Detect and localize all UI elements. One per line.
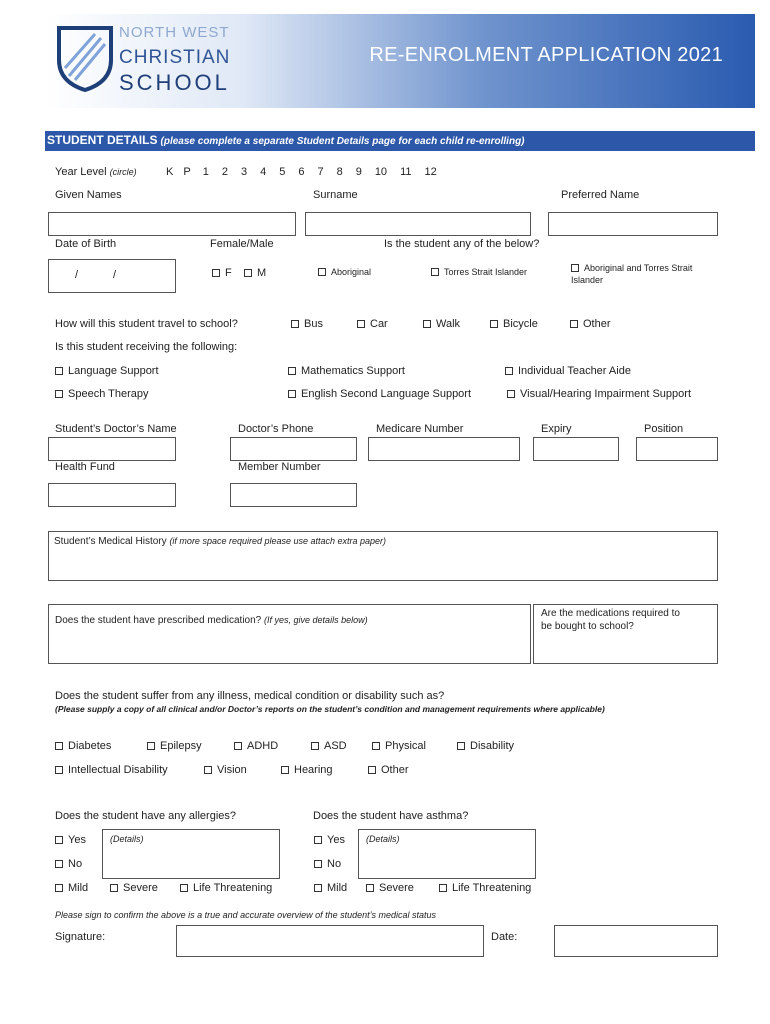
checkbox-icon	[423, 320, 431, 328]
checkbox-icon	[372, 742, 380, 750]
travel-bicycle-checkbox[interactable]: Bicycle	[490, 318, 538, 330]
atsi-question: Is the student any of the below?	[384, 238, 540, 250]
checkbox-icon	[439, 884, 447, 892]
travel-bus-checkbox[interactable]: Bus	[291, 318, 323, 330]
dob-separator: /	[75, 269, 79, 281]
checkbox-icon	[431, 268, 439, 276]
section-title: STUDENT DETAILS	[47, 133, 158, 147]
support-language-checkbox[interactable]: Language Support	[55, 365, 159, 377]
asthma-no-checkbox[interactable]: No	[314, 858, 341, 870]
doctor-phone-input[interactable]	[230, 437, 357, 461]
checkbox-icon	[366, 884, 374, 892]
support-question: Is this student receiving the following:	[55, 341, 238, 353]
medication-bought-label: Are the medications required to be bought to school?	[541, 608, 680, 632]
year-option[interactable]: 12	[424, 166, 437, 178]
year-option[interactable]: K	[166, 166, 174, 178]
year-option[interactable]: 5	[279, 166, 286, 178]
medication-input[interactable]	[48, 604, 531, 664]
surname-label: Surname	[313, 189, 358, 201]
checkbox-icon	[314, 884, 322, 892]
illness-other-checkbox[interactable]: Other	[368, 764, 409, 776]
year-option[interactable]: 10	[374, 166, 388, 178]
medical-history-input[interactable]	[48, 531, 718, 581]
illness-hearing-checkbox[interactable]: Hearing	[281, 764, 333, 776]
checkbox-icon	[55, 766, 63, 774]
illness-physical-checkbox[interactable]: Physical	[372, 740, 426, 752]
allergies-details-input[interactable]	[102, 829, 280, 879]
asthma-mild-checkbox[interactable]: Mild	[314, 882, 347, 894]
given-names-input[interactable]	[48, 212, 296, 236]
support-aide-checkbox[interactable]: Individual Teacher Aide	[505, 365, 631, 377]
logo-line-2: CHRISTIAN	[119, 47, 231, 68]
asthma-yes-checkbox[interactable]: Yes	[314, 834, 345, 846]
checkbox-icon	[490, 320, 498, 328]
checkbox-icon	[291, 320, 299, 328]
illness-asd-checkbox[interactable]: ASD	[311, 740, 347, 752]
medication-label: Does the student have prescribed medication? (If yes, give details below)	[55, 615, 368, 626]
checkbox-icon	[357, 320, 365, 328]
year-level-hint: (circle)	[109, 167, 137, 177]
checkbox-icon	[314, 860, 322, 868]
illness-vision-checkbox[interactable]: Vision	[204, 764, 247, 776]
medicare-input[interactable]	[368, 437, 520, 461]
checkbox-icon	[55, 884, 63, 892]
illness-adhd-checkbox[interactable]: ADHD	[234, 740, 278, 752]
checkbox-icon	[55, 367, 63, 375]
shield-crest-icon	[55, 24, 115, 94]
checkbox-icon	[311, 742, 319, 750]
asthma-details-input[interactable]	[358, 829, 536, 879]
health-fund-label: Health Fund	[55, 461, 115, 473]
logo-line-3: SCHOOL	[119, 70, 230, 95]
checkbox-icon	[212, 269, 220, 277]
asthma-life-checkbox[interactable]: Life Threatening	[439, 882, 531, 894]
expiry-input[interactable]	[533, 437, 619, 461]
year-option[interactable]: 11	[400, 166, 412, 178]
given-names-label: Given Names	[55, 189, 122, 201]
doctor-name-label: Student’s Doctor’s Name	[55, 423, 177, 435]
section-bar	[45, 131, 755, 151]
checkbox-icon	[204, 766, 212, 774]
year-option[interactable]: 9	[355, 166, 362, 178]
member-number-input[interactable]	[230, 483, 357, 507]
position-label: Position	[644, 423, 684, 435]
allergies-question: Does the student have any allergies?	[55, 810, 237, 822]
support-speech-checkbox[interactable]: Speech Therapy	[55, 388, 149, 400]
illness-diabetes-checkbox[interactable]: Diabetes	[55, 740, 111, 752]
section-subtitle: (please complete a separate Student Details page for each child re-enrolling)	[160, 136, 525, 147]
expiry-label: Expiry	[541, 423, 572, 435]
illness-note: (Please supply a copy of all clinical and/or Doctor’s reports on the student’s condition and management requirements where applicable)	[55, 704, 605, 714]
checkbox-icon	[281, 766, 289, 774]
medical-history-label: Student’s Medical History (if more space required please use attach extra paper)	[54, 536, 387, 547]
year-option[interactable]: P	[183, 166, 191, 178]
year-level-options	[166, 166, 437, 178]
asthma-details-label: (Details)	[366, 834, 400, 844]
year-option[interactable]: 8	[336, 166, 343, 178]
illness-intellectual-checkbox[interactable]: Intellectual Disability	[55, 764, 168, 776]
signature-label: Signature:	[55, 931, 106, 943]
date-input[interactable]	[554, 925, 718, 957]
checkbox-icon	[55, 390, 63, 398]
doctor-name-input[interactable]	[48, 437, 176, 461]
checkbox-icon	[288, 367, 296, 375]
checkbox-icon	[180, 884, 188, 892]
surname-input[interactable]	[305, 212, 531, 236]
travel-question: How will this student travel to school?	[55, 318, 238, 330]
allergies-severe-checkbox[interactable]: Severe	[110, 882, 158, 894]
checkbox-icon	[55, 836, 63, 844]
support-visual-checkbox[interactable]: Visual/Hearing Impairment Support	[507, 388, 691, 400]
aboriginal-checkbox[interactable]: Aboriginal	[318, 267, 371, 277]
year-option[interactable]: 1	[202, 166, 209, 178]
year-option[interactable]: 2	[221, 166, 228, 178]
preferred-name-input[interactable]	[548, 212, 718, 236]
checkbox-icon	[571, 264, 579, 272]
support-esl-checkbox[interactable]: English Second Language Support	[288, 388, 471, 400]
year-option[interactable]: 3	[240, 166, 248, 178]
allergies-life-checkbox[interactable]: Life Threatening	[180, 882, 272, 894]
medication-bought-input[interactable]	[533, 604, 718, 664]
checkbox-icon	[505, 367, 513, 375]
allergies-details-label: (Details)	[110, 834, 144, 844]
sex-m-checkbox[interactable]: M	[244, 267, 266, 279]
illness-question: Does the student suffer from any illness, medical condition or disability such as?	[55, 690, 445, 702]
preferred-name-label: Preferred Name	[561, 189, 640, 201]
checkbox-icon	[368, 766, 376, 774]
doctor-phone-label: Doctor’s Phone	[238, 423, 314, 435]
torres-checkbox[interactable]: Torres Strait Islander	[431, 267, 527, 277]
checkbox-icon	[457, 742, 465, 750]
allergies-yes-checkbox[interactable]: Yes	[55, 834, 86, 846]
member-number-label: Member Number	[238, 461, 321, 473]
medicare-label: Medicare Number	[376, 423, 464, 435]
checkbox-icon	[55, 742, 63, 750]
checkbox-icon	[147, 742, 155, 750]
sex-f-checkbox[interactable]: F	[212, 267, 232, 279]
dob-input[interactable]	[48, 259, 176, 293]
checkbox-icon	[110, 884, 118, 892]
logo-line-1: NORTH WEST	[119, 24, 230, 41]
dob-label: Date of Birth	[55, 238, 117, 250]
travel-other-checkbox[interactable]: Other	[570, 318, 611, 330]
checkbox-icon	[318, 268, 326, 276]
allergies-no-checkbox[interactable]: No	[55, 858, 82, 870]
year-level-label: Year Level (circle)	[55, 166, 137, 178]
both-checkbox[interactable]: Aboriginal and Torres Strait Islander	[571, 263, 693, 285]
support-maths-checkbox[interactable]: Mathematics Support	[288, 365, 405, 377]
asthma-severe-checkbox[interactable]: Severe	[366, 882, 414, 894]
checkbox-icon	[314, 836, 322, 844]
year-option[interactable]: 7	[317, 166, 324, 178]
travel-car-checkbox[interactable]: Car	[357, 318, 388, 330]
checkbox-icon	[288, 390, 296, 398]
checkbox-icon	[55, 860, 63, 868]
checkbox-icon	[570, 320, 578, 328]
allergies-mild-checkbox[interactable]: Mild	[55, 882, 88, 894]
travel-walk-checkbox[interactable]: Walk	[423, 318, 460, 330]
year-option[interactable]: 6	[298, 166, 305, 178]
female-male-label: Female/Male	[210, 238, 274, 250]
health-fund-input[interactable]	[48, 483, 176, 507]
page-title: RE-ENROLMENT APPLICATION 2021	[369, 44, 723, 66]
checkbox-icon	[244, 269, 252, 277]
illness-disability-checkbox[interactable]: Disability	[457, 740, 514, 752]
dob-separator: /	[113, 269, 117, 281]
header-banner	[45, 14, 755, 108]
signature-input[interactable]	[176, 925, 484, 957]
checkbox-icon	[507, 390, 515, 398]
year-option[interactable]: 4	[260, 166, 267, 178]
position-input[interactable]	[636, 437, 718, 461]
asthma-question: Does the student have asthma?	[313, 810, 469, 822]
checkbox-icon	[234, 742, 242, 750]
signoff-note: Please sign to confirm the above is a true and accurate overview of the student’s medical status	[55, 910, 437, 920]
date-label: Date:	[491, 931, 518, 943]
illness-epilepsy-checkbox[interactable]: Epilepsy	[147, 740, 202, 752]
